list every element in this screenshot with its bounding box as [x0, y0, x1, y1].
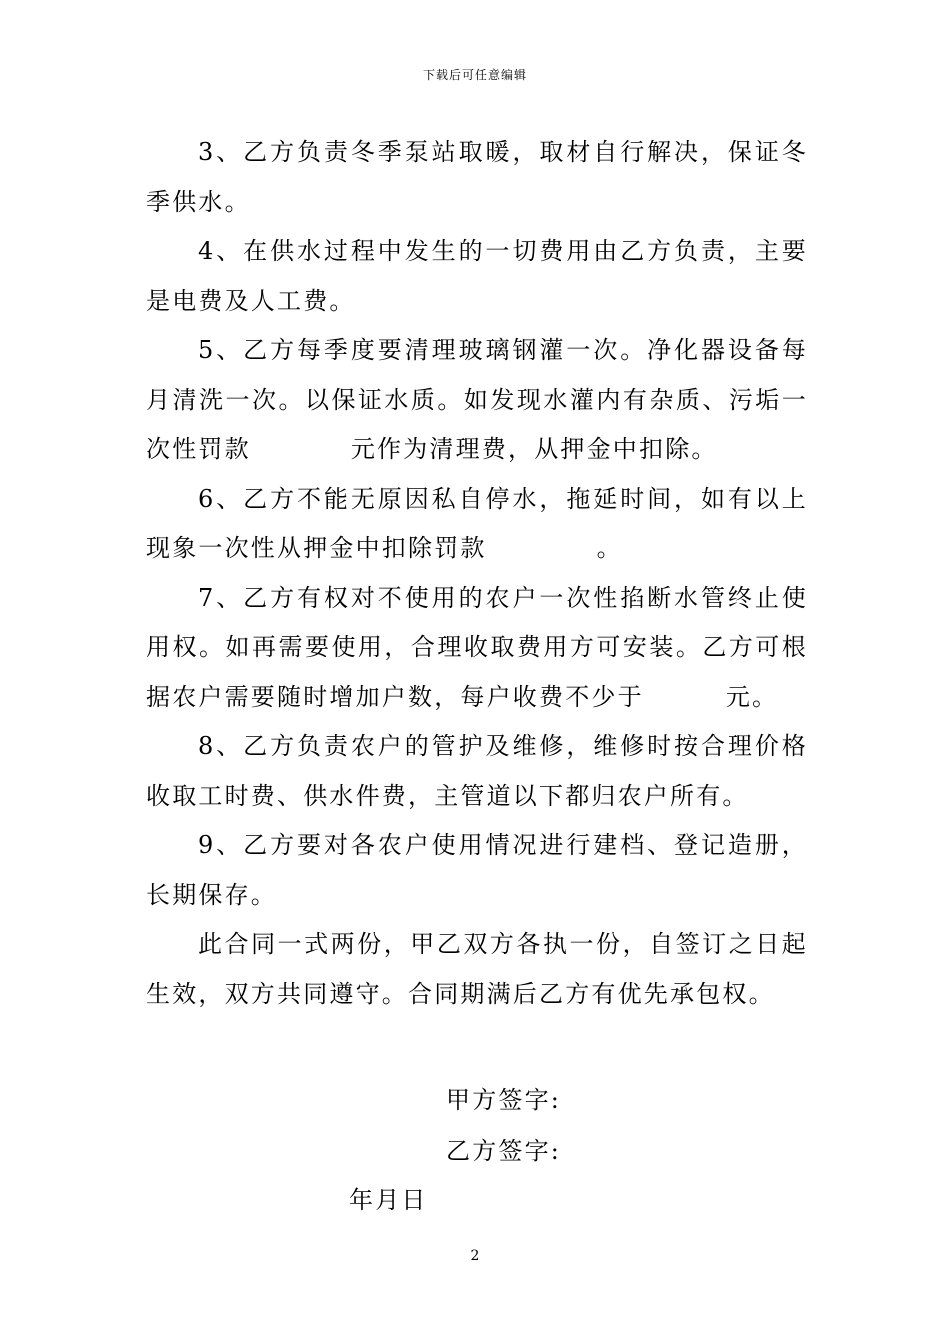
clause-5-text-after: 元作为清理费，从押金中扣除。	[350, 435, 718, 463]
clause-6	[146, 475, 808, 574]
party-b-signature: 乙方签字:	[446, 1137, 562, 1165]
clause-4: 4、在供水过程中发生的一切费用由乙方负责，主要是电费及人工费。	[146, 237, 808, 315]
clause-5	[146, 326, 808, 475]
signature-date: 年月日	[349, 1186, 428, 1214]
clause-8: 8、乙方负责农户的管护及维修，维修时按合理价格收取工时费、供水件费，主管道以下都归农户所有。	[146, 732, 808, 810]
closing-clause: 此合同一式两份，甲乙双方各执一份，自签订之日起生效，双方共同遵守。合同期满后乙方有优先承包权。	[146, 930, 808, 1008]
clause-6-text-after: 。	[596, 534, 623, 562]
clause-7	[146, 574, 808, 723]
clause-7-text-before: 7、乙方有权对不使用的农户一次性掐断水管终止使用权。如再需要使用，合理收取费用方可安装。乙方可根据农户需要随时增加户数，每户收费不少于	[146, 583, 808, 711]
party-a-signature: 甲方签字:	[446, 1086, 562, 1114]
clause-9: 9、乙方要对各农户使用情况进行建档、登记造册，长期保存。	[146, 831, 808, 909]
page-number: 2	[470, 1248, 480, 1264]
clause-6-text-before: 6、乙方不能无原因私自停水，拖延时间，如有以上现象一次性从押金中扣除罚款	[146, 484, 808, 562]
clause-7-text-after: 元。	[725, 682, 779, 711]
clause-5-text-before: 5、乙方每季度要清理玻璃钢灌一次。净化器设备每月清洗一次。以保证水质。如发现水灌内有杂质、污垢一次性罚款	[146, 336, 808, 463]
page-header: 下载后可任意编辑	[422, 68, 527, 82]
clause-3: 3、乙方负责冬季泵站取暖，取材自行解决，保证冬季供水。	[146, 138, 808, 216]
contract-body	[146, 128, 808, 1019]
